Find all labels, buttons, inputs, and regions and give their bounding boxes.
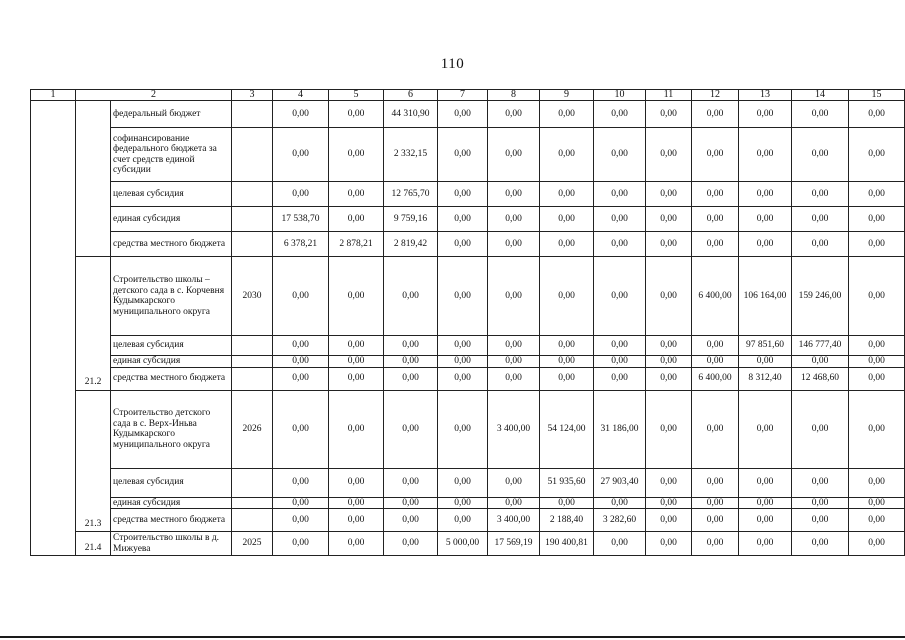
value-cell: 0,00 — [594, 532, 646, 556]
value-cell: 0,00 — [739, 232, 792, 257]
value-cell: 2 188,40 — [540, 509, 594, 532]
value-cell: 0,00 — [540, 101, 594, 128]
value-cell: 0,00 — [849, 257, 905, 336]
value-cell: 0,00 — [384, 356, 438, 368]
value-cell: 0,00 — [329, 390, 384, 468]
value-cell: 0,00 — [329, 182, 384, 207]
value-cell: 0,00 — [692, 468, 739, 497]
value-cell: 27 903,40 — [594, 468, 646, 497]
value-cell: 0,00 — [329, 468, 384, 497]
header-cell: 1 — [31, 90, 76, 101]
value-cell: 0,00 — [739, 497, 792, 509]
row-label: средства местного бюджета — [111, 232, 232, 257]
value-cell: 0,00 — [594, 356, 646, 368]
value-cell: 0,00 — [792, 356, 849, 368]
value-cell: 0,00 — [488, 367, 540, 390]
table-row — [31, 128, 905, 182]
value-cell: 0,00 — [739, 390, 792, 468]
table-row — [31, 182, 905, 207]
header-cell: 15 — [849, 90, 905, 101]
value-cell: 0,00 — [594, 257, 646, 336]
value-cell: 0,00 — [849, 356, 905, 368]
value-cell: 0,00 — [849, 101, 905, 128]
value-cell: 0,00 — [273, 101, 329, 128]
value-cell: 0,00 — [849, 336, 905, 356]
value-cell: 0,00 — [792, 101, 849, 128]
table-row — [31, 532, 905, 556]
header-cell: 14 — [792, 90, 849, 101]
value-cell: 0,00 — [692, 336, 739, 356]
value-cell: 0,00 — [329, 128, 384, 182]
value-cell: 5 000,00 — [438, 532, 488, 556]
year-cell — [232, 336, 273, 356]
value-cell: 0,00 — [594, 207, 646, 232]
value-cell: 0,00 — [792, 232, 849, 257]
row-label: Строительство школы – детского сада в с. Корчевня Кудымкарского муниципального округа — [111, 257, 232, 336]
item-index: 21.2 — [76, 257, 111, 391]
value-cell: 0,00 — [792, 509, 849, 532]
value-cell: 0,00 — [488, 182, 540, 207]
value-cell: 0,00 — [646, 336, 692, 356]
year-cell: 2026 — [232, 390, 273, 468]
item-index: 21.4 — [76, 532, 111, 556]
header-cell: 4 — [273, 90, 329, 101]
item-index: 21.3 — [76, 390, 111, 532]
header-cell: 7 — [438, 90, 488, 101]
value-cell: 0,00 — [646, 207, 692, 232]
value-cell: 0,00 — [438, 101, 488, 128]
year-cell — [232, 468, 273, 497]
header-cell: 12 — [692, 90, 739, 101]
value-cell: 0,00 — [792, 532, 849, 556]
year-cell — [232, 128, 273, 182]
value-cell: 0,00 — [849, 468, 905, 497]
header-cell: 2 — [76, 90, 232, 101]
value-cell: 159 246,00 — [792, 257, 849, 336]
value-cell: 0,00 — [849, 232, 905, 257]
value-cell: 0,00 — [646, 509, 692, 532]
year-cell — [232, 509, 273, 532]
value-cell: 6 378,21 — [273, 232, 329, 257]
value-cell: 0,00 — [739, 532, 792, 556]
row-label: единая субсидия — [111, 207, 232, 232]
scan-edge-line — [0, 636, 905, 638]
value-cell: 0,00 — [329, 207, 384, 232]
value-cell: 0,00 — [540, 257, 594, 336]
value-cell: 17 569,19 — [488, 532, 540, 556]
value-cell: 0,00 — [692, 356, 739, 368]
value-cell: 0,00 — [646, 182, 692, 207]
value-cell: 0,00 — [273, 356, 329, 368]
value-cell: 0,00 — [438, 509, 488, 532]
value-cell: 0,00 — [384, 367, 438, 390]
value-cell: 0,00 — [540, 232, 594, 257]
value-cell: 0,00 — [849, 509, 905, 532]
value-cell: 0,00 — [739, 356, 792, 368]
value-cell: 0,00 — [692, 182, 739, 207]
value-cell: 0,00 — [692, 207, 739, 232]
value-cell: 0,00 — [594, 367, 646, 390]
row-label: Строительство школы в д. Мижуева — [111, 532, 232, 556]
header-cell: 5 — [329, 90, 384, 101]
value-cell: 0,00 — [646, 367, 692, 390]
header-cell: 10 — [594, 90, 646, 101]
table-row — [31, 468, 905, 497]
value-cell: 146 777,40 — [792, 336, 849, 356]
value-cell: 0,00 — [273, 468, 329, 497]
value-cell: 0,00 — [384, 390, 438, 468]
header-cell: 3 — [232, 90, 273, 101]
value-cell: 3 282,60 — [594, 509, 646, 532]
value-cell: 0,00 — [594, 336, 646, 356]
value-cell: 2 878,21 — [329, 232, 384, 257]
table-row — [31, 509, 905, 532]
value-cell: 17 538,70 — [273, 207, 329, 232]
row-label: целевая субсидия — [111, 182, 232, 207]
value-cell: 0,00 — [540, 367, 594, 390]
value-cell: 0,00 — [384, 532, 438, 556]
value-cell: 2 819,42 — [384, 232, 438, 257]
value-cell: 0,00 — [646, 128, 692, 182]
value-cell: 0,00 — [540, 182, 594, 207]
value-cell: 0,00 — [438, 468, 488, 497]
value-cell: 0,00 — [438, 390, 488, 468]
value-cell: 0,00 — [438, 367, 488, 390]
value-cell: 0,00 — [273, 257, 329, 336]
value-cell: 0,00 — [488, 257, 540, 336]
value-cell: 9 759,16 — [384, 207, 438, 232]
value-cell: 3 400,00 — [488, 509, 540, 532]
value-cell: 0,00 — [692, 497, 739, 509]
value-cell: 0,00 — [488, 128, 540, 182]
value-cell: 0,00 — [384, 468, 438, 497]
value-cell: 0,00 — [438, 497, 488, 509]
value-cell: 0,00 — [646, 257, 692, 336]
value-cell: 0,00 — [594, 128, 646, 182]
value-cell: 0,00 — [329, 336, 384, 356]
value-cell: 0,00 — [329, 356, 384, 368]
value-cell: 0,00 — [739, 509, 792, 532]
value-cell: 0,00 — [792, 128, 849, 182]
value-cell: 0,00 — [849, 532, 905, 556]
value-cell: 0,00 — [329, 497, 384, 509]
value-cell: 0,00 — [739, 207, 792, 232]
col1-empty-cell — [31, 101, 76, 556]
value-cell: 0,00 — [594, 101, 646, 128]
value-cell: 0,00 — [438, 128, 488, 182]
table-row — [31, 367, 905, 390]
value-cell: 0,00 — [739, 101, 792, 128]
item-index — [76, 101, 111, 257]
value-cell: 0,00 — [329, 367, 384, 390]
year-cell — [232, 356, 273, 368]
value-cell: 0,00 — [540, 497, 594, 509]
row-label: средства местного бюджета — [111, 367, 232, 390]
value-cell: 0,00 — [849, 207, 905, 232]
budget-table-container — [30, 89, 905, 556]
year-cell: 2030 — [232, 257, 273, 336]
value-cell: 0,00 — [273, 390, 329, 468]
value-cell: 0,00 — [692, 509, 739, 532]
value-cell: 0,00 — [488, 101, 540, 128]
value-cell: 31 186,00 — [594, 390, 646, 468]
value-cell: 0,00 — [488, 356, 540, 368]
value-cell: 0,00 — [273, 497, 329, 509]
value-cell: 0,00 — [438, 257, 488, 336]
value-cell: 0,00 — [329, 532, 384, 556]
value-cell: 0,00 — [849, 497, 905, 509]
value-cell: 0,00 — [273, 336, 329, 356]
row-label: целевая субсидия — [111, 468, 232, 497]
value-cell: 6 400,00 — [692, 367, 739, 390]
value-cell: 0,00 — [488, 336, 540, 356]
value-cell: 0,00 — [329, 509, 384, 532]
value-cell: 3 400,00 — [488, 390, 540, 468]
table-row — [31, 497, 905, 509]
header-cell: 6 — [384, 90, 438, 101]
row-label: единая субсидия — [111, 356, 232, 368]
value-cell: 0,00 — [540, 207, 594, 232]
value-cell: 0,00 — [540, 356, 594, 368]
row-label: Строительство детского сада в с. Верх-Иньва Кудымкарского муниципального округа — [111, 390, 232, 468]
row-label: целевая субсидия — [111, 336, 232, 356]
value-cell: 0,00 — [646, 468, 692, 497]
value-cell: 0,00 — [488, 497, 540, 509]
value-cell: 0,00 — [739, 128, 792, 182]
budget-table — [30, 89, 905, 556]
value-cell: 8 312,40 — [739, 367, 792, 390]
value-cell: 0,00 — [438, 207, 488, 232]
value-cell: 0,00 — [438, 356, 488, 368]
row-label: средства местного бюджета — [111, 509, 232, 532]
header-cell: 13 — [739, 90, 792, 101]
value-cell: 44 310,90 — [384, 101, 438, 128]
value-cell: 0,00 — [438, 336, 488, 356]
page-number: 110 — [440, 56, 465, 72]
value-cell: 0,00 — [646, 390, 692, 468]
value-cell: 0,00 — [488, 468, 540, 497]
value-cell: 0,00 — [273, 367, 329, 390]
value-cell: 0,00 — [384, 509, 438, 532]
value-cell: 0,00 — [273, 509, 329, 532]
value-cell: 0,00 — [438, 232, 488, 257]
value-cell: 0,00 — [646, 356, 692, 368]
value-cell: 106 164,00 — [739, 257, 792, 336]
table-row — [31, 257, 905, 336]
value-cell: 0,00 — [792, 207, 849, 232]
value-cell: 190 400,81 — [540, 532, 594, 556]
value-cell: 0,00 — [594, 182, 646, 207]
value-cell: 12 468,60 — [792, 367, 849, 390]
value-cell: 0,00 — [384, 497, 438, 509]
header-cell: 11 — [646, 90, 692, 101]
value-cell: 0,00 — [273, 128, 329, 182]
value-cell: 54 124,00 — [540, 390, 594, 468]
year-cell: 2025 — [232, 532, 273, 556]
year-cell — [232, 367, 273, 390]
value-cell: 0,00 — [692, 128, 739, 182]
year-cell — [232, 182, 273, 207]
value-cell: 97 851,60 — [739, 336, 792, 356]
table-row — [31, 390, 905, 468]
value-cell: 0,00 — [273, 532, 329, 556]
value-cell: 0,00 — [739, 182, 792, 207]
value-cell: 0,00 — [329, 101, 384, 128]
year-cell — [232, 232, 273, 257]
header-cell: 8 — [488, 90, 540, 101]
value-cell: 0,00 — [540, 336, 594, 356]
value-cell: 0,00 — [792, 468, 849, 497]
value-cell: 0,00 — [488, 207, 540, 232]
header-cell: 9 — [540, 90, 594, 101]
value-cell: 0,00 — [438, 182, 488, 207]
table-row — [31, 207, 905, 232]
year-cell — [232, 101, 273, 128]
value-cell: 0,00 — [849, 367, 905, 390]
value-cell: 0,00 — [692, 532, 739, 556]
year-cell — [232, 497, 273, 509]
value-cell: 0,00 — [384, 336, 438, 356]
table-row — [31, 356, 905, 368]
value-cell: 0,00 — [849, 128, 905, 182]
value-cell: 0,00 — [329, 257, 384, 336]
value-cell: 0,00 — [849, 182, 905, 207]
value-cell: 51 935,60 — [540, 468, 594, 497]
value-cell: 0,00 — [646, 101, 692, 128]
value-cell: 0,00 — [646, 532, 692, 556]
row-label: единая субсидия — [111, 497, 232, 509]
value-cell: 0,00 — [692, 101, 739, 128]
value-cell: 0,00 — [849, 390, 905, 468]
table-row — [31, 232, 905, 257]
value-cell: 6 400,00 — [692, 257, 739, 336]
value-cell: 0,00 — [488, 232, 540, 257]
header-row — [31, 90, 905, 101]
value-cell: 2 332,15 — [384, 128, 438, 182]
value-cell: 0,00 — [273, 182, 329, 207]
value-cell: 0,00 — [384, 257, 438, 336]
value-cell: 0,00 — [692, 390, 739, 468]
value-cell: 0,00 — [792, 182, 849, 207]
value-cell: 0,00 — [594, 497, 646, 509]
value-cell: 0,00 — [739, 468, 792, 497]
row-label: софинансирование федерального бюджета за счет средств единой субсидии — [111, 128, 232, 182]
row-label: федеральный бюджет — [111, 101, 232, 128]
value-cell: 0,00 — [594, 232, 646, 257]
value-cell: 0,00 — [646, 497, 692, 509]
value-cell: 0,00 — [792, 390, 849, 468]
value-cell: 12 765,70 — [384, 182, 438, 207]
value-cell: 0,00 — [540, 128, 594, 182]
value-cell: 0,00 — [792, 497, 849, 509]
value-cell: 0,00 — [692, 232, 739, 257]
table-row — [31, 101, 905, 128]
value-cell: 0,00 — [646, 232, 692, 257]
year-cell — [232, 207, 273, 232]
table-row — [31, 336, 905, 356]
